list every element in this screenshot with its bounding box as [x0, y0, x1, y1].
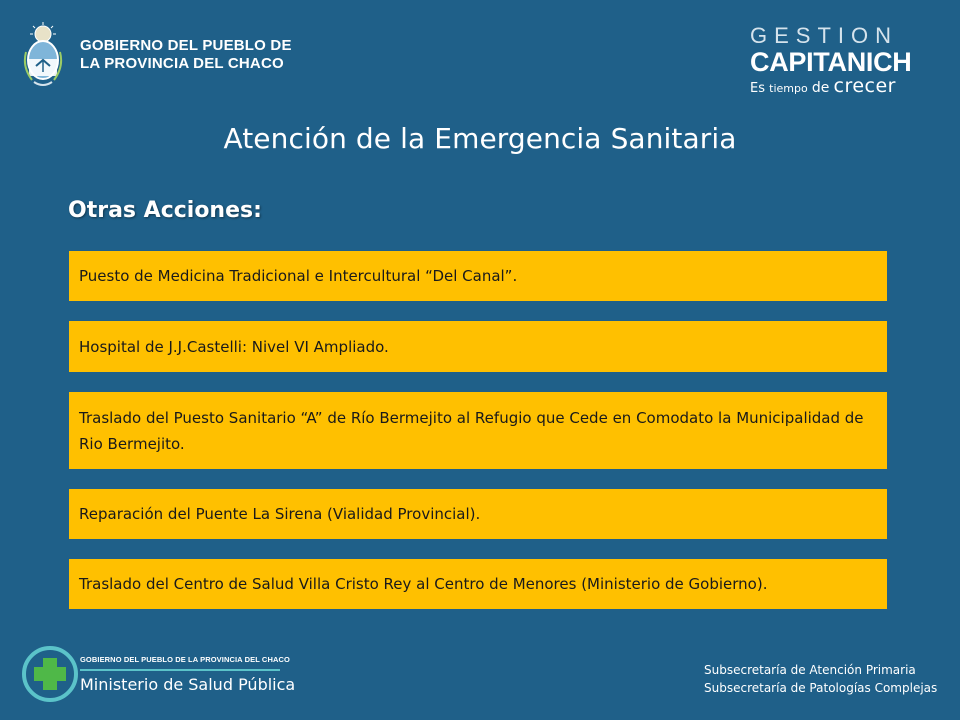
subsec-line-2: Subsecretaría de Patologías Complejas	[704, 681, 938, 695]
action-text: Puesto de Medicina Tradicional e Intercultural “Del Canal”.	[79, 267, 518, 285]
slogan-word: Es	[750, 81, 765, 96]
medical-cross-icon	[20, 644, 80, 704]
action-box	[69, 559, 887, 609]
section-subtitle: Otras Acciones:	[68, 198, 262, 223]
action-box	[69, 489, 887, 539]
action-text: Traslado del Puesto Sanitario “A” de Río Bermejito al Refugio que Cede en Comodato la Municipalidad de Rio Bermejito.	[79, 408, 864, 453]
action-text: Traslado del Centro de Salud Villa Cristo Rey al Centro de Menores (Ministerio de Gobierno).	[79, 575, 768, 593]
slogan-word: de	[811, 80, 830, 96]
brand-capitanich: CAPITANICH	[750, 47, 912, 77]
ministry-divider	[80, 669, 280, 671]
gov-line-2: LA PROVINCIA DEL CHACO	[80, 55, 284, 72]
action-text: Reparación del Puente La Sirena (Vialidad Provincial).	[79, 505, 481, 523]
brand-gestion: GESTION	[750, 23, 899, 48]
ministry-gov-text: GOBIERNO DEL PUEBLO DE LA PROVINCIA DEL CHACO	[80, 654, 290, 664]
slogan-word: crecer	[833, 75, 896, 97]
ministry-name: Ministerio de Salud Pública	[80, 674, 296, 694]
coat-of-arms-icon	[22, 22, 64, 88]
gov-line-1: GOBIERNO DEL PUEBLO DE	[80, 37, 292, 54]
brand-logo	[750, 24, 930, 99]
action-box	[69, 392, 887, 469]
action-text: Hospital de J.J.Castelli: Nivel VI Ampliado.	[79, 337, 389, 356]
government-header	[22, 22, 292, 88]
subsecretarias	[704, 661, 937, 697]
ministry-logo	[20, 644, 295, 704]
action-box	[69, 321, 887, 372]
brand-slogan	[750, 76, 930, 99]
slogan-word: tiempo	[769, 82, 808, 95]
slide-title: Atención de la Emergencia Sanitaria	[223, 122, 737, 155]
subsec-line-1: Subsecretaría de Atención Primaria	[704, 663, 916, 677]
action-box	[69, 251, 887, 301]
